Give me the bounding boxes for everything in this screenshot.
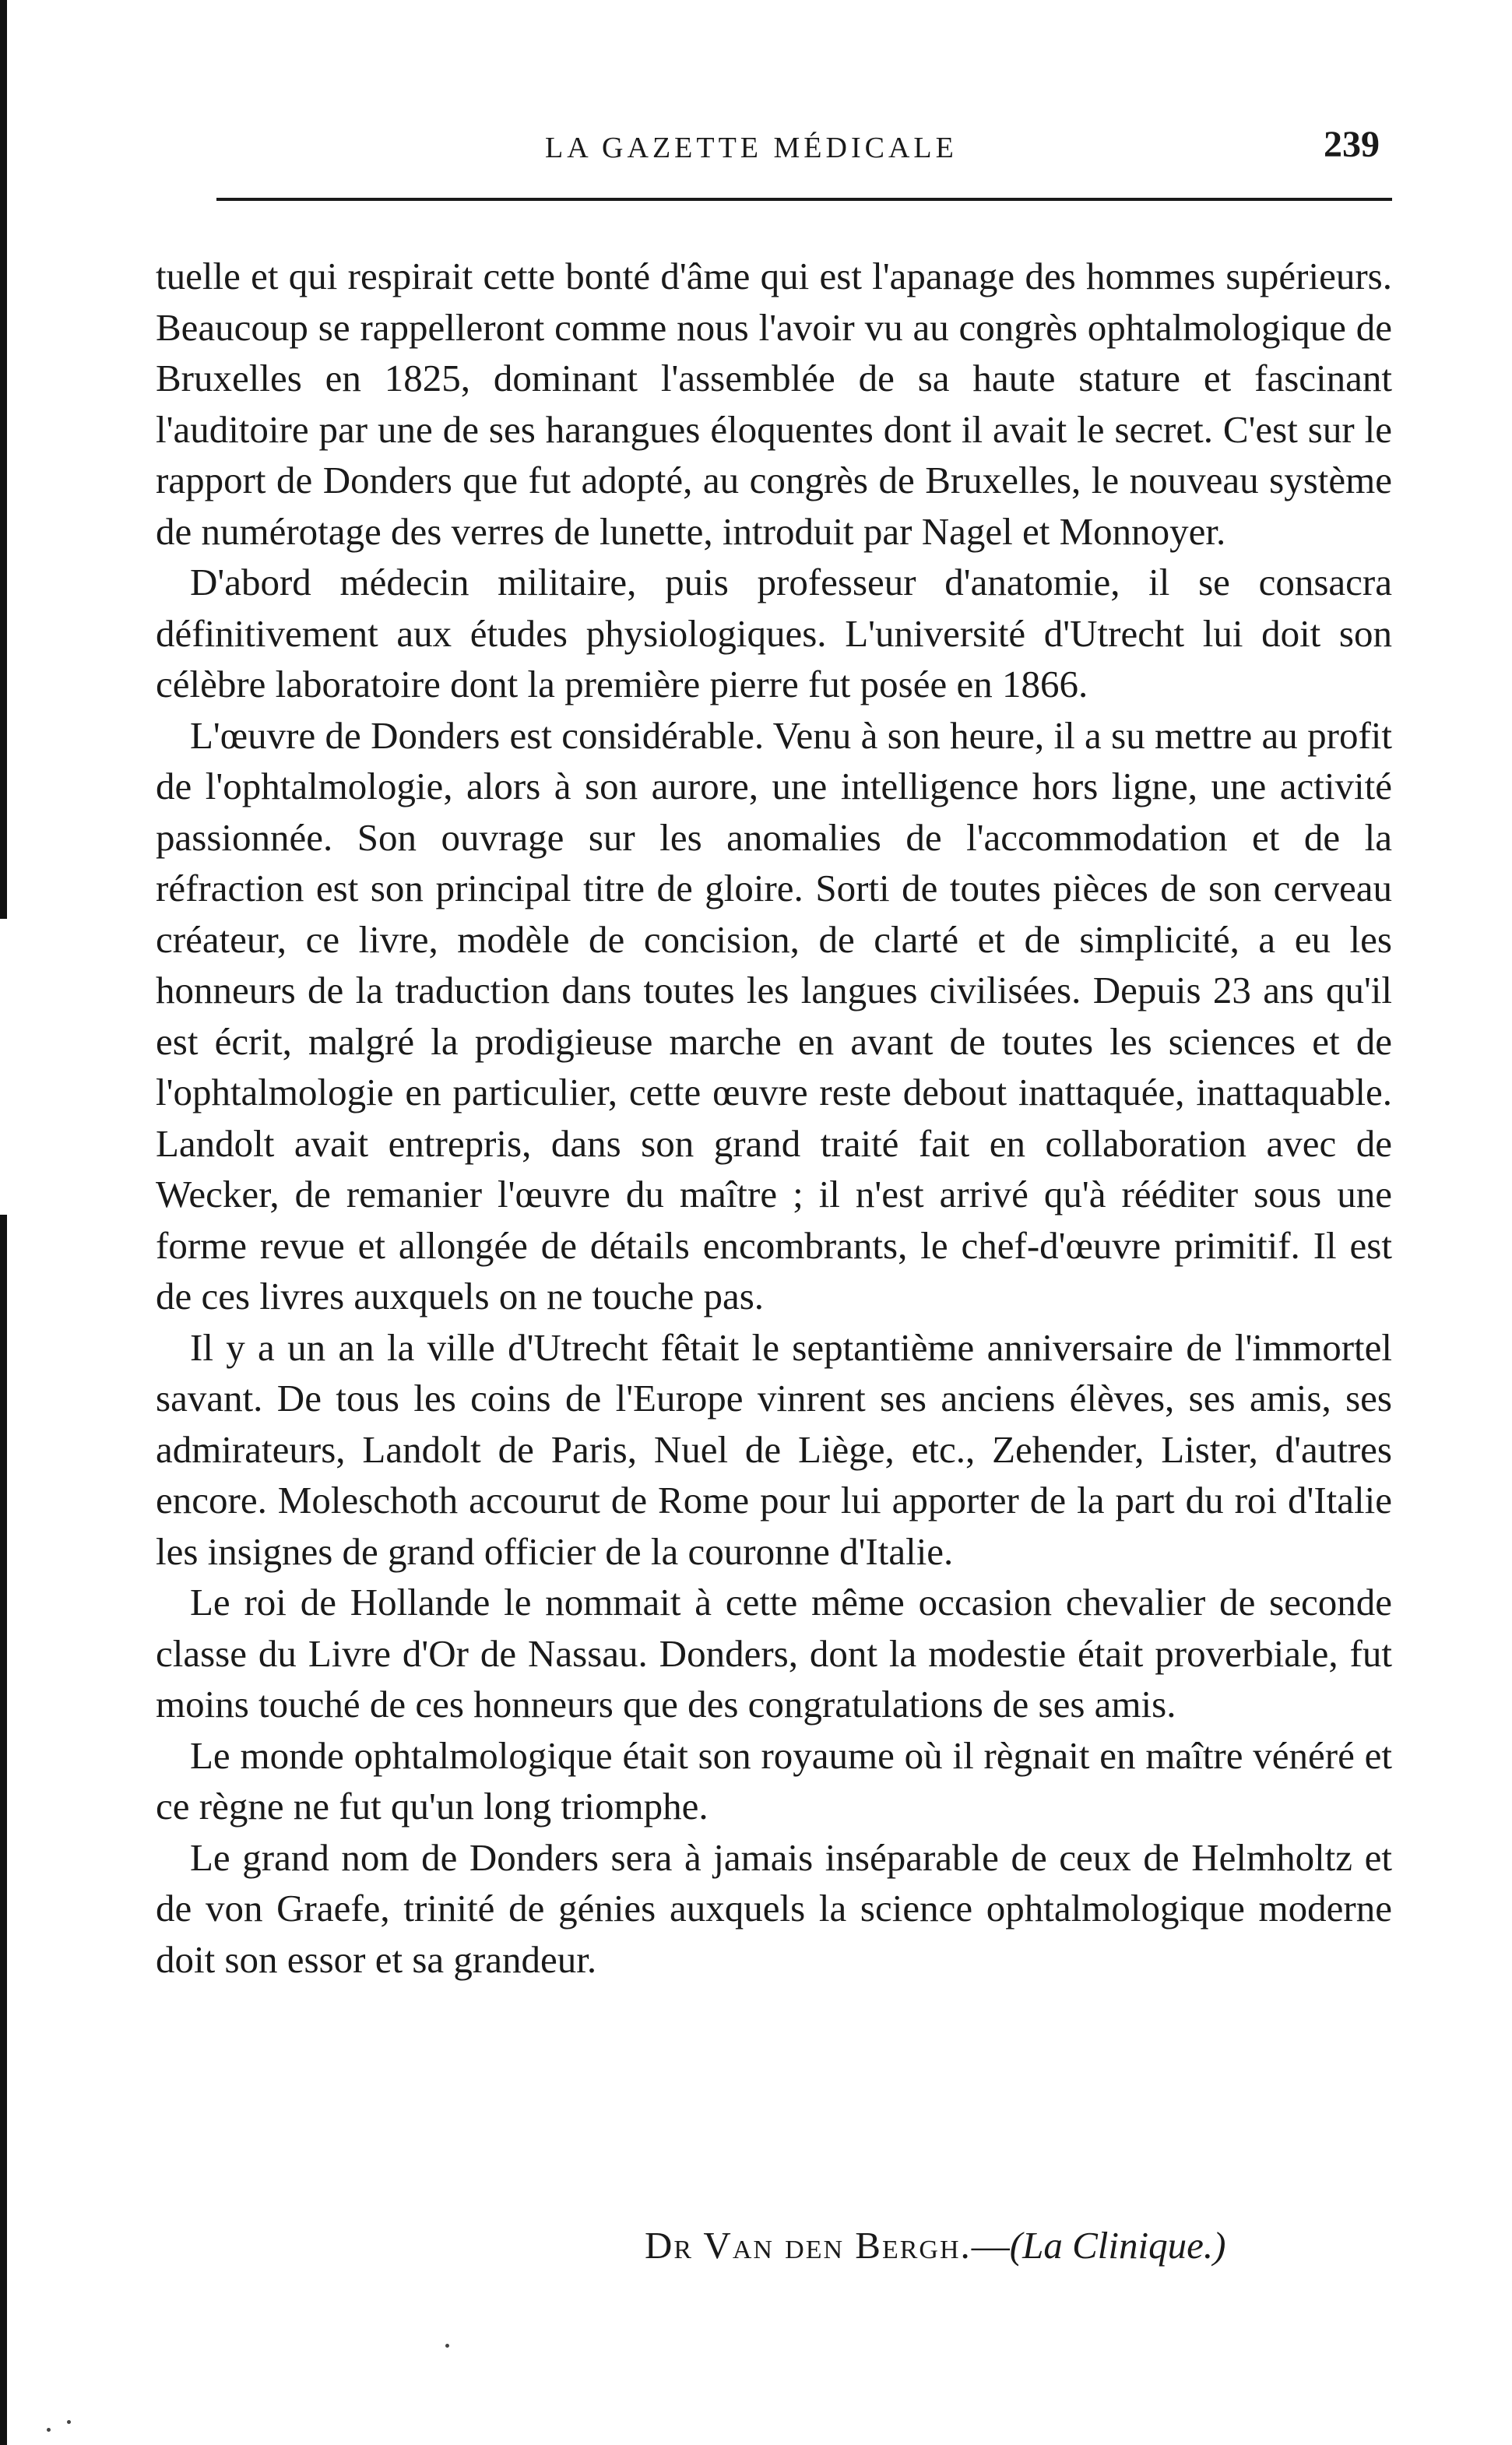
paragraph: D'abord médecin militaire, puis professeur d'anatomie, il se consacra définitivement aux études physiologiques. L'université d'Utrecht lui doit son célèbre laboratoire dont la première pierre fut posée en 1866. [156,561,1392,705]
signature-source: (La Clinique.) [1009,2224,1226,2267]
paragraph: Il y a un an la ville d'Utrecht fêtait le septantième anniversaire de l'immortel savant. De tous les coins de l'Europe vinrent ses anciens élèves, ses amis, ses admirateurs, Landolt de Paris, Nuel de Liège, etc., Zehender, Lister, d'autres encore. Moleschoth accourut de Rome pour lui apporter de la part du roi d'Italie les insignes de grand officier de la couronne d'Italie. [156,1325,1392,1573]
paragraph: Le monde ophtalmologique était son royaume où il règnait en maître vénéré et ce règne ne fut qu'un long triomphe. [156,1733,1392,1828]
signature-dash: — [971,2224,1010,2267]
paragraph: L'œuvre de Donders est considérable. Venu à son heure, il a su mettre au profit de l'ophtalmologie, alors à son aurore, une intelligence hors ligne, une activité passionnée. Son ouvrage sur les anomalies de l'accommodation et de la réfraction est son principal titre de gloire. Sorti de toutes pièces de son cerveau créateur, ce livre, modèle de concision, de clarté et de simplicité, a eu les honneurs de la traduction dans toutes les langues civilisées. Depuis 23 ans qu'il est écrit, malgré la prodigieuse marche en avant de toutes les sciences et de l'ophtalmologie en particulier, cette œuvre reste debout inattaquée, inattaquable. Landolt avait entrepris, dans son grand traité fait en collaboration avec de Wecker, de remanier l'œuvre du maître ; il n'est arrivé qu'à rééditer sous une forme revue et allongée de détails encombrants, le chef-d'œuvre primitif. Il est de ces livres auxquels on ne touche pas. [156,713,1392,1317]
header-rule [216,198,1392,201]
ink-speck [47,2428,51,2432]
page-number: 239 [1324,124,1380,165]
page-edge-gap [0,919,7,1215]
paragraph: Le grand nom de Donders sera à jamais inséparable de ceux de Helmholtz et de von Graefe, trinité de génies auxquels la science ophtalmologique moderne doit son essor et sa grandeur. [156,1835,1392,1981]
ink-speck [445,2344,449,2348]
article-body [156,251,1392,1985]
page-edge-shadow [0,0,7,2445]
ink-speck [67,2420,71,2424]
running-title: LA GAZETTE MÉDICALE [545,132,958,164]
signature-author: Dr Van den Bergh. [645,2224,972,2267]
article-signature [645,2223,1225,2267]
paragraph: tuelle et qui respirait cette bonté d'âme qui est l'apanage des hommes supérieurs. Beaucoup se rappelleront comme nous l'avoir vu au congrès ophtalmologique de Bruxelles en 1825, dominant l'assemblée de sa haute stature et fascinant l'auditoire par une de ses harangues éloquentes dont il avait le secret. C'est sur le rapport de Donders que fut adopté, au congrès de Bruxelles, le nouveau système de numérotage des verres de lunette, introduit par Nagel et Monnoyer. [156,255,1392,553]
paragraph: Le roi de Hollande le nommait à cette même occasion chevalier de seconde classe du Livre d'Or de Nassau. Donders, dont la modestie était proverbiale, fut moins touché de ces honneurs que des congratulations de ses amis. [156,1581,1392,1726]
